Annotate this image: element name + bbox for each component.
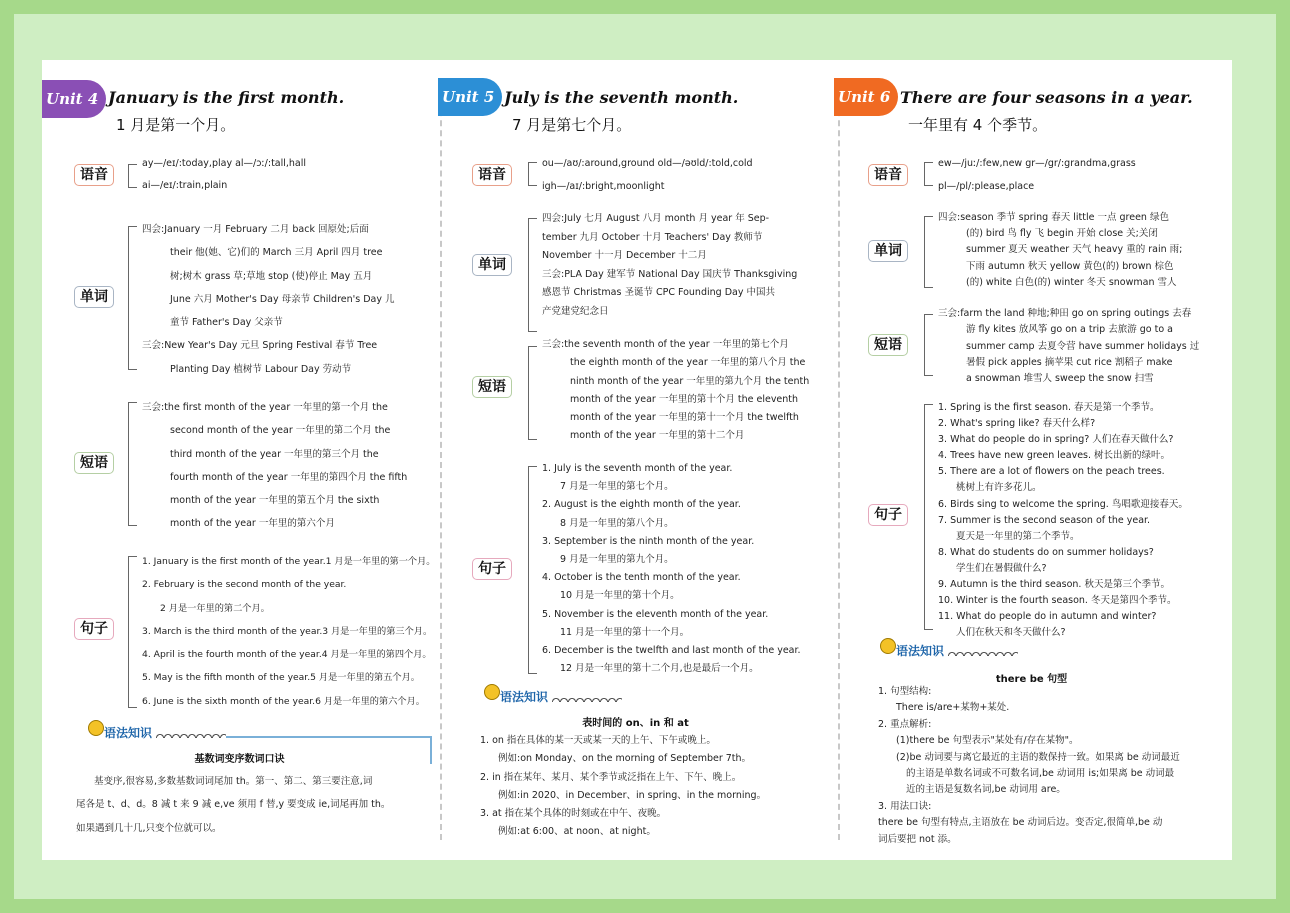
phrase-line: third month of the year 一年里的第三个月 the — [170, 448, 379, 460]
phonics-label: 语音 — [74, 164, 114, 186]
sentence-line: 3. March is the third month of the year.3 月是一年里的第三个月。 — [142, 625, 433, 637]
phrase-line: month of the year 一年里的第五个月 the sixth — [170, 495, 380, 507]
sentence-line: 11 月是一年里的第十一个月。 — [560, 626, 690, 638]
phonics-line: ay—/eɪ/:today,play al—/ɔː/:tall,hall — [142, 158, 307, 169]
sentence-line: 5. November is the eleventh month of the year. — [542, 608, 769, 620]
phrases-brace — [528, 346, 537, 440]
grammar-line: 1. on 指在具体的某一天或某一天的上午、下午或晚上。 — [480, 735, 716, 746]
grammar-title: 表时间的 on、in 和 at — [582, 718, 689, 729]
phrase-line: ninth month of the year 一年里的第九个月 the tenth — [570, 375, 810, 387]
wave-decoration — [156, 730, 226, 738]
phrase-line: 游 fly kites 放风筝 go on a trip 去旅游 go to a — [966, 324, 1173, 336]
phonics-line: ai—/eɪ/:train,plain — [142, 180, 228, 191]
sentence-line: 10 月是一年里的第十个月。 — [560, 590, 680, 602]
word-line: 三会:New Year's Day 元旦 Spring Festival 春节 Tree — [142, 340, 378, 352]
sentence-line: 7 月是一年里的第七个月。 — [560, 481, 674, 493]
phrase-line: 三会:the seventh month of the year 一年里的第七个月 — [542, 339, 789, 350]
unit-title-en: July is the seventh month. — [504, 88, 739, 107]
sentence-line: 9 月是一年里的第九个月。 — [560, 554, 674, 566]
sentences-label: 句子 — [74, 618, 114, 640]
sentence-line: 8. What do students do on summer holidays? — [938, 546, 1154, 558]
sentences-brace — [128, 556, 137, 708]
sentence-line: 桃树上有许多花儿。 — [956, 482, 1042, 494]
unit-5-column — [438, 68, 833, 858]
sentence-line: 6. Birds sing to welcome the spring. 鸟唱歌迎接春天。 — [938, 498, 1188, 510]
word-line: summer 夏天 weather 天气 heavy 重的 rain 雨; — [966, 244, 1183, 256]
words-label: 单词 — [472, 254, 512, 276]
sentence-line: 3. What do people do in spring? 人们在春天做什么? — [938, 434, 1174, 446]
grammar-line: 基变序,很容易,多数基数词词尾加 th。第一、第二、第三要注意,词 — [94, 776, 373, 787]
sentence-line: 5. There are a lot of flowers on the peach trees. — [938, 466, 1165, 478]
lightbulb-icon — [880, 638, 896, 654]
sentence-line: 4. October is the tenth month of the year. — [542, 572, 741, 584]
sentence-line: 夏天是一年里的第二个季节。 — [956, 530, 1080, 542]
words-brace — [924, 216, 933, 288]
sentences-block — [938, 400, 1188, 641]
grammar-line: (2)be 动词要与离它最近的主语的数保持一致。如果离 be 动词最近 — [896, 751, 1180, 763]
phrase-line: month of the year 一年里的第十个月 the eleventh — [570, 393, 799, 405]
sentence-line: 4. April is the fourth month of the year.4 月是一年里的第四个月。 — [142, 649, 432, 661]
sentence-line: 2. August is the eighth month of the year. — [542, 499, 741, 511]
phrases-label: 短语 — [472, 376, 512, 398]
sentences-block — [142, 550, 435, 713]
word-line: 童节 Father's Day 父亲节 — [170, 317, 283, 329]
grammar-line: 3. at 指在某个具体的时刻或在中午、夜晚。 — [480, 808, 667, 820]
word-line: 三会:PLA Day 建军节 National Day 国庆节 Thanksgiving — [542, 268, 798, 280]
unit-title-zh: 一年里有 4 个季节。 — [908, 116, 1048, 134]
phrases-brace — [924, 314, 933, 376]
grammar-line: There is/are+某物+某处. — [896, 702, 1010, 714]
grammar-body — [878, 684, 1180, 848]
unit-6-column — [834, 68, 1229, 858]
phonics-brace — [924, 162, 933, 186]
grammar-line: 例如:in 2020、in December、in spring、in the morning。 — [498, 789, 767, 801]
lightbulb-icon — [88, 720, 104, 736]
grammar-line: 尾各是 t、d、d。8 减 t 来 9 减 e,ve 须用 f 替,y 要变成 ie,词尾再加 th。 — [76, 799, 391, 811]
phrases-block — [542, 336, 809, 446]
sentence-line: 2. What's spring like? 春天什么样? — [938, 418, 1096, 430]
phonics-label: 语音 — [868, 164, 908, 186]
word-line: 四会:January 一月 February 二月 back 回原处;后面 — [142, 224, 369, 235]
lightbulb-icon — [484, 684, 500, 700]
phrase-line: summer camp 去夏令营 have summer holidays 过 — [966, 340, 1200, 352]
phonics-line: ou—/aʊ/:around,ground old—/əʊld/:told,cold — [542, 158, 753, 169]
grammar-line: 1. 句型结构: — [878, 686, 932, 697]
phrase-line: 三会:farm the land 种地;种田 go on spring outings 去春 — [938, 308, 1192, 319]
grammar-title: 基数词变序数词口诀 — [194, 754, 285, 765]
words-block — [938, 210, 1182, 291]
word-line: 树;树木 grass 草;草地 stop (使)停止 May 五月 — [170, 270, 373, 282]
grammar-line: 例如:at 6:00、at noon、at night。 — [498, 826, 656, 838]
words-block — [142, 218, 395, 381]
sentence-line: 2 月是一年里的第二个月。 — [160, 602, 270, 614]
grammar-line: (1)there be 句型表示"某处有/存在某物"。 — [896, 735, 1079, 747]
sentence-line: 12 月是一年里的第十二个月,也是最后一个月。 — [560, 663, 759, 675]
grammar-line: 的主语是单数名词或不可数名词,be 动词用 is;如果离 be 动词最 — [906, 768, 1175, 780]
sentences-label: 句子 — [472, 558, 512, 580]
word-line: June 六月 Mother's Day 母亲节 Children's Day 儿 — [170, 293, 395, 305]
phrase-line: 暑假 pick apples 摘苹果 cut rice 割稻子 make — [966, 356, 1173, 368]
word-line: (的) white 白色(的) winter 冬天 snowman 雪人 — [966, 276, 1177, 288]
grammar-body — [76, 770, 390, 840]
sentences-brace — [924, 404, 933, 630]
sentence-line: 10. Winter is the fourth season. 冬天是第四个季节。 — [938, 595, 1177, 607]
sentence-line: 6. June is the sixth month of the year.6 月是一年里的第六个月。 — [142, 695, 425, 707]
phrase-line: fourth month of the year 一年里的第四个月 the fifth — [170, 471, 408, 483]
sentence-line: 2. February is the second month of the year. — [142, 579, 347, 591]
phonics-label: 语音 — [472, 164, 512, 186]
phrases-block — [938, 306, 1199, 387]
grammar-line: 如果遇到几十几,只变个位就可以。 — [76, 822, 222, 834]
word-line: 下雨 autumn 秋天 yellow 黄色(的) brown 棕色 — [966, 260, 1174, 272]
wave-decoration — [948, 648, 1018, 656]
sentence-line: 3. September is the ninth month of the year. — [542, 535, 755, 547]
grammar-label: 语法知识 — [896, 644, 945, 658]
sentences-label: 句子 — [868, 504, 908, 526]
phonics-line: igh—/aɪ/:bright,moonlight — [542, 181, 665, 192]
word-line: tember 九月 October 十月 Teachers' Day 教师节 — [542, 231, 763, 243]
phonics-line: ew—/juː/:few,new gr—/gr/:grandma,grass — [938, 158, 1136, 169]
grammar-label: 语法知识 — [104, 726, 153, 740]
word-line: their 他(她、它)们的 March 三月 April 四月 tree — [170, 247, 383, 259]
phrases-label: 短语 — [868, 334, 908, 356]
sentence-line: 9. Autumn is the third season. 秋天是第三个季节。 — [938, 579, 1170, 591]
unit-title-en: There are four seasons in a year. — [900, 88, 1193, 107]
grammar-line: there be 句型有特点,主语放在 be 动词后边。变否定,很简单,be 动 — [878, 817, 1163, 829]
word-line: (的) bird 鸟 fly 飞 begin 开始 close 关;关闭 — [966, 228, 1158, 240]
words-label: 单词 — [868, 240, 908, 262]
word-line: 产党建党纪念日 — [542, 305, 609, 317]
grammar-line: 词后要把 not 添。 — [878, 833, 957, 845]
wave-decoration — [552, 694, 622, 702]
sentence-line: 1. January is the first month of the year.1 月是一年里的第一个月。 — [142, 556, 436, 567]
words-block — [542, 210, 797, 321]
grammar-line: 2. in 指在某年、某月、某个季节或泛指在上午、下午、晚上。 — [480, 771, 742, 783]
grammar-line: 3. 用法口诀: — [878, 800, 932, 812]
word-line: Planting Day 植树节 Labour Day 劳动节 — [170, 363, 352, 375]
phrase-line: month of the year 一年里的第六个月 — [170, 518, 335, 530]
grammar-line: 近的主语是复数名词,be 动词用 are。 — [906, 784, 1066, 796]
unit-tag: Unit 6 — [834, 78, 898, 116]
grammar-line: 例如:on Monday、on the morning of September 7th。 — [498, 753, 752, 765]
word-line: November 十一月 December 十二月 — [542, 250, 707, 261]
words-brace — [528, 218, 537, 332]
phrase-line: month of the year 一年里的第十一个月 the twelfth — [570, 412, 799, 424]
unit-tag: Unit 4 — [42, 80, 106, 118]
grammar-line: 2. 重点解析: — [878, 718, 932, 730]
word-line: 四会:July 七月 August 八月 month 月 year 年 Sep- — [542, 213, 770, 224]
phrases-block — [142, 396, 407, 536]
phrase-line: 三会:the first month of the year 一年里的第一个月 the — [142, 402, 388, 413]
phonics-brace — [528, 162, 537, 186]
unit-title-zh: 1 月是第一个月。 — [116, 116, 236, 134]
sentence-line: 4. Trees have new green leaves. 树长出新的绿叶。 — [938, 450, 1171, 462]
unit-tag: Unit 5 — [438, 78, 502, 116]
sentences-block — [542, 460, 801, 678]
phrase-line: second month of the year 一年里的第二个月 the — [170, 425, 391, 437]
words-brace — [128, 226, 137, 370]
grammar-label: 语法知识 — [500, 690, 549, 704]
sentence-line: 6. December is the twelfth and last month of the year. — [542, 645, 801, 657]
phonics-line: pl—/pl/:please,place — [938, 181, 1035, 192]
phrase-line: a snowman 堆雪人 sweep the snow 扫雪 — [966, 373, 1154, 385]
phrase-line: the eighth month of the year 一年里的第八个月 the — [570, 357, 806, 369]
sentence-line: 人们在秋天和冬天做什么? — [956, 627, 1066, 639]
sentence-line: 1. Spring is the first season. 春天是第一个季节。 — [938, 402, 1160, 413]
phrases-label: 短语 — [74, 452, 114, 474]
words-label: 单词 — [74, 286, 114, 308]
sentence-line: 5. May is the fifth month of the year.5 月是一年里的第五个月。 — [142, 672, 420, 684]
sentence-line: 11. What do people do in autumn and winter? — [938, 611, 1157, 623]
sentence-line: 1. July is the seventh month of the year. — [542, 463, 733, 474]
sentence-line: 学生们在暑假做什么? — [956, 562, 1047, 574]
word-line: 四会:season 季节 spring 春天 little 一点 green 绿色 — [938, 212, 1169, 223]
sentence-line: 8 月是一年里的第八个月。 — [560, 517, 674, 529]
unit-title-zh: 7 月是第七个月。 — [512, 116, 632, 134]
unit-4-column — [42, 68, 437, 858]
sentences-brace — [528, 466, 537, 674]
grammar-body — [480, 732, 766, 842]
grammar-title: there be 句型 — [995, 674, 1068, 685]
unit-title-en: January is the first month. — [108, 88, 345, 107]
phrase-line: month of the year 一年里的第十二个月 — [570, 430, 745, 442]
sentence-line: 7. Summer is the second season of the year. — [938, 514, 1151, 526]
phrases-brace — [128, 402, 137, 526]
phonics-brace — [128, 164, 137, 188]
word-line: 感恩节 Christmas 圣诞节 CPC Founding Day 中国共 — [542, 287, 775, 298]
